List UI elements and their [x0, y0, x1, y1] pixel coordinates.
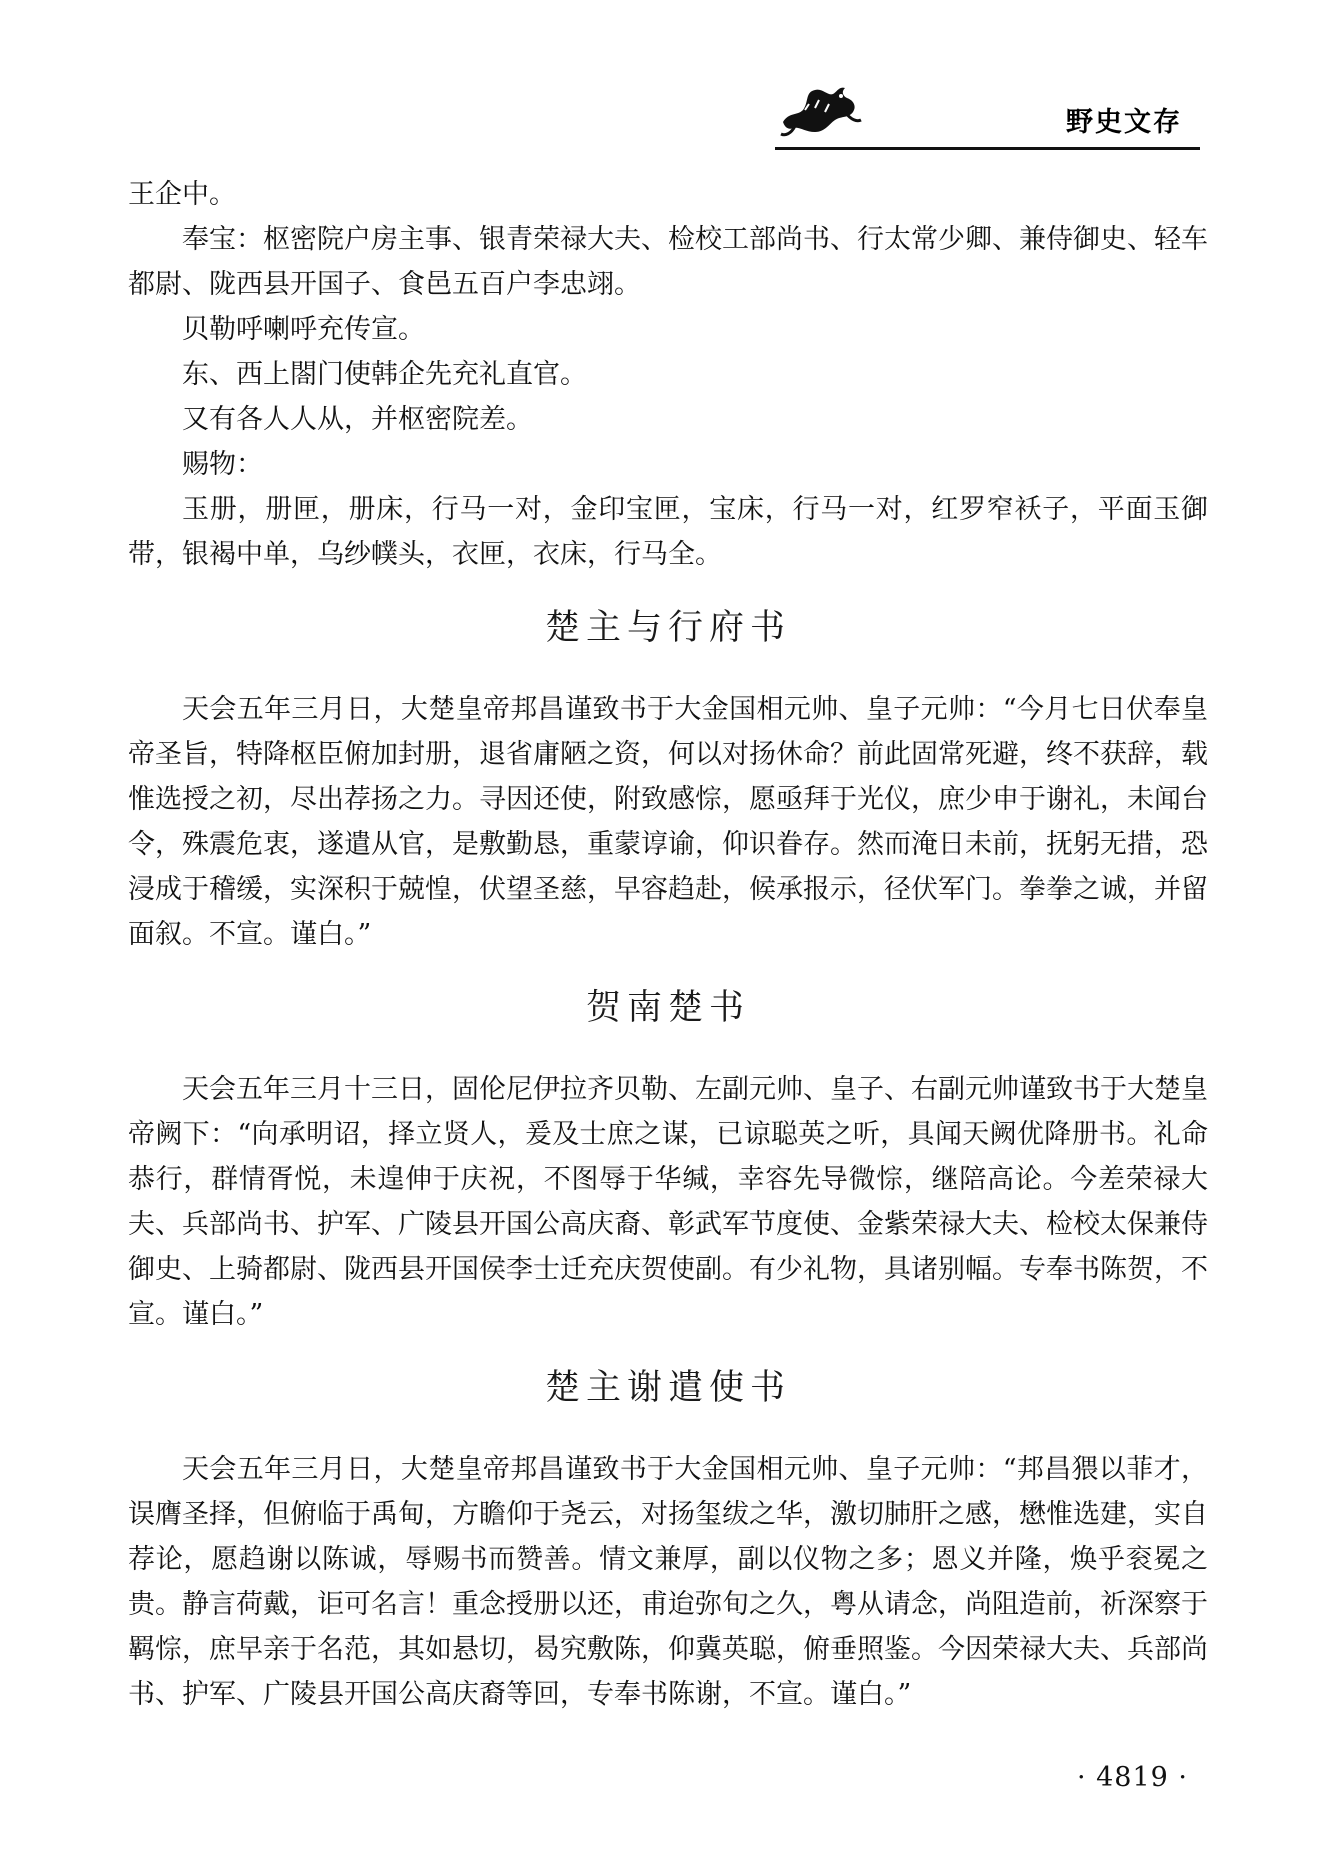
paragraph: 东、西上閤门使韩企先充礼直官。: [182, 359, 587, 390]
header-divider: [775, 147, 1200, 150]
section-title: 楚主与行府书: [544, 608, 791, 648]
dragon-icon: [775, 82, 863, 140]
paragraph: 赐物：: [182, 449, 263, 480]
paragraph: 玉册，册匣，册床，行马一对，金印宝匣，宝床，行马一对，红罗窄袄子，平面玉御带，银褐中单，乌纱幞头，衣匣，衣床，行马全。: [128, 494, 1208, 570]
section-body: 天会五年三月十三日，固伦尼伊拉齐贝勒、左副元帅、皇子、右副元帅谨致书于大楚皇帝阙下：“向承明诏，择立贤人，爰及士庶之谋，已谅聪英之听，具闻天阙优降册书。礼命恭行，群情胥悦，未遑伸于庆祝，不图辱于华缄，幸容先导微悰，继陪高论。今差荣禄大夫、兵部尚书、护军、广陵县开国公高庆裔、彰武军节度使、金紫荣禄大夫、检校太保兼侍御史、上骑都尉、陇西县开国侯李士迁充庆贺使副。有少礼物，具诸别幅。专奉书陈贺，不宣。谨白。”: [128, 1074, 1208, 1330]
page-content: [128, 172, 1208, 1717]
paragraph: 奉宝：枢密院户房主事、银青荣禄大夫、检校工部尚书、行太常少卿、兼侍御史、轻车都尉、陇西县开国子、食邑五百户李忠翊。: [128, 224, 1208, 300]
running-header: [775, 78, 1200, 150]
section-body: 天会五年三月日，大楚皇帝邦昌谨致书于大金国相元帅、皇子元帅：“今月七日伏奉皇帝圣旨，特降枢臣俯加封册，退省庸陋之资，何以对扬休命？前此固常死避，终不获辞，载惟选授之初，尽出荐扬之力。寻因还使，附致感悰，愿亟拜于光仪，庶少申于谢礼，未闻台令，殊震危衷，遂遣从官，是敷勤恳，重蒙谆谕，仰识眷存。然而淹日未前，抚躬无措，恐浸成于稽缓，实深积于兢惶，伏望圣慈，早容趋赴，候承报示，径伏军门。拳拳之诚，并留面叙。不宣。谨白。”: [128, 694, 1208, 950]
header-title: 野史文存: [1066, 107, 1182, 138]
paragraph: 贝勒呼喇呼充传宣。: [182, 314, 425, 345]
paragraph: 王企中。: [128, 179, 236, 210]
section-title: 楚主谢遣使书: [544, 1368, 791, 1408]
page-number: · 4819 ·: [1076, 1762, 1188, 1793]
section-body: 天会五年三月日，大楚皇帝邦昌谨致书于大金国相元帅、皇子元帅：“邦昌猥以菲才，误膺圣择，但俯临于禹甸，方瞻仰于尧云，对扬玺绂之华，激切肺肝之感，懋惟选建，实自荐论，愿趋谢以陈诚，辱赐书而赞善。情文兼厚，副以仪物之多；恩义并隆，焕乎衮冕之贵。静言荷戴，讵可名言！重念授册以还，甫迨弥旬之久，粤从请念，尚阻造前，祈深察于羁悰，庶早亲于名范，其如悬切，曷究敷陈，仰冀英聪，俯垂照鉴。今因荣禄大夫、兵部尚书、护军、广陵县开国公高庆裔等回，专奉书陈谢，不宣。谨白。”: [128, 1454, 1208, 1710]
paragraph: 又有各人人从，并枢密院差。: [182, 404, 533, 435]
section-title: 贺南楚书: [585, 988, 750, 1028]
